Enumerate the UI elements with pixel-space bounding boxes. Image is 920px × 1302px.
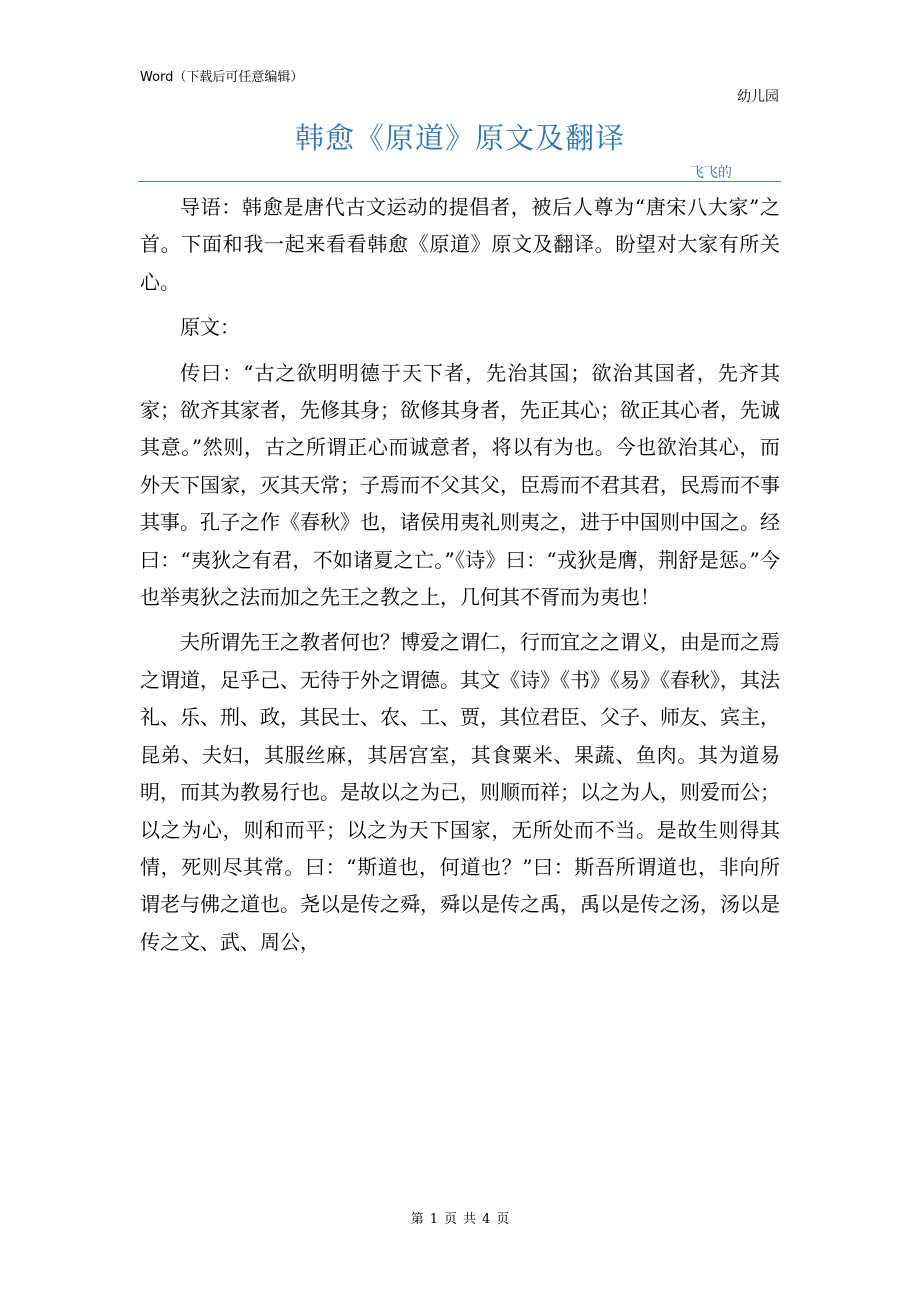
- author-name: 飞飞的: [690, 165, 732, 181]
- header-category: 幼儿园: [737, 89, 779, 105]
- footer-total-pages: 4: [482, 1212, 491, 1227]
- footer-current-page: 1: [429, 1212, 438, 1227]
- paragraph-original-2: 夫所谓先王之教者何也？博爱之谓仁，行而宜之之谓义，由是而之焉之谓道，足乎己、无待于外之谓德。其文《诗》《书》《易》《春秋》，其法礼、乐、刑、政，其民士、农、工、贾，其位君臣、父子、师友、宾主，昆弟、夫妇，其服丝麻，其居宫室，其食粟米、果蔬、鱼肉。其为道易明，而其为教易行也。是故以之为己，则顺而祥；以之为人，则爱而公；以之为心，则和而平；以之为天下国家，无所处而不当。是故生则得其情，死则尽其常。曰：“斯道也，何道也？”曰：斯吾所谓道也，非向所谓老与佛之道也。尧以是传之舜，舜以是传之禹，禹以是传之汤，汤以是传之文、武、周公，: [140, 630, 780, 954]
- footer-label-ye: 页: [443, 1212, 457, 1227]
- title-divider: [138, 181, 781, 182]
- document-body: [140, 189, 780, 969]
- footer-label-di: 第: [410, 1212, 424, 1227]
- header-note: Word（下载后可任意编辑）: [140, 70, 304, 85]
- paragraph-intro: 导语：韩愈是唐代古文运动的提倡者，被后人尊为“唐宋八大家”之首。下面和我一起来看看韩愈《原道》原文及翻译。盼望对大家有所关心。: [140, 195, 780, 294]
- paragraph-original-1: 传曰：“古之欲明明德于天下者，先治其国；欲治其国者，先齐其家；欲齐其家者，先修其身；欲修其身者，先正其心；欲正其心者，先诚其意。”然则，古之所谓正心而诚意者，将以有为也。今也欲治其心，而外天下国家，灭其天常；子焉而不父其父，臣焉而不君其君，民焉而不事其事。孔子之作《春秋》也，诸侯用夷礼则夷之，进于中国则中国之。经曰：“夷狄之有君，不如诸夏之亡。”《诗》曰：“戎狄是膺，荆舒是惩。”今也举夷狄之法而加之先王之教之上，几何其不胥而为夷也！: [140, 360, 780, 610]
- paragraph-heading-original: 原文：: [180, 315, 240, 340]
- document-title: 韩愈《原道》原文及翻译: [294, 121, 625, 155]
- footer-label-ye2: 页: [496, 1212, 510, 1227]
- page-footer: [0, 1208, 920, 1227]
- footer-label-gong: 共: [463, 1212, 477, 1227]
